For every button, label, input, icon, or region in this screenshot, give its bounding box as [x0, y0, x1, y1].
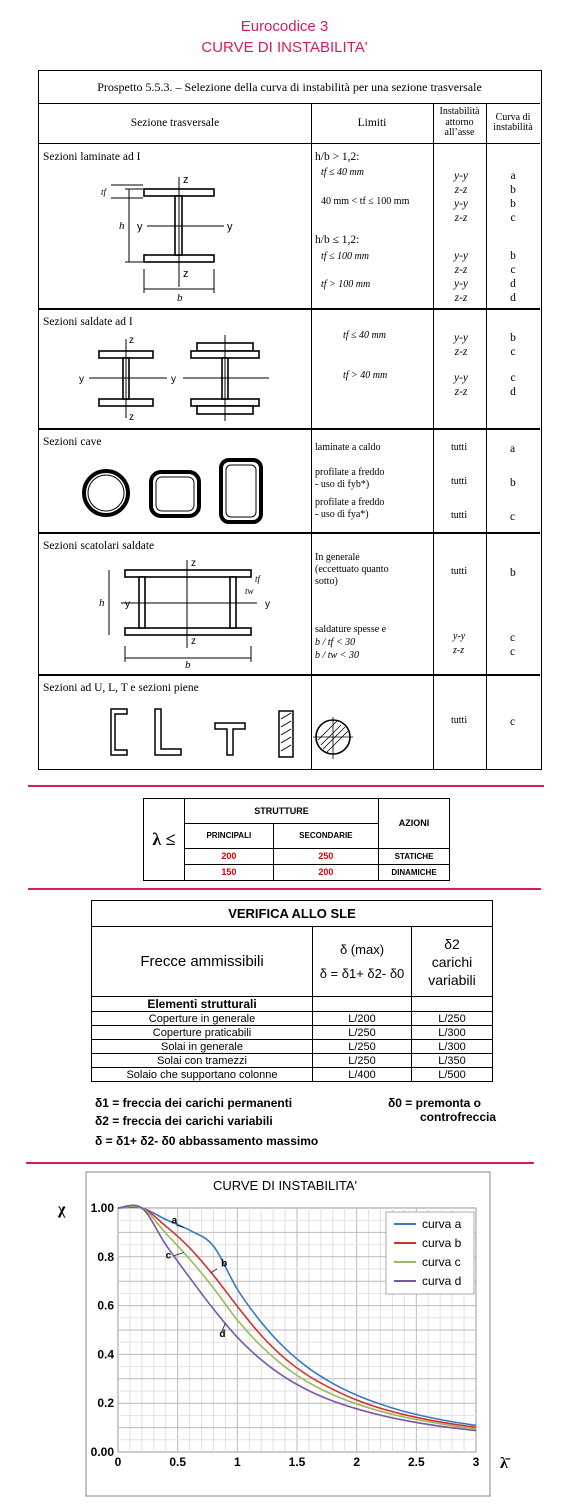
variable-loads-label: carichi variabili — [428, 953, 476, 988]
limit-b-tf: b / tf < 30 — [315, 637, 356, 648]
limit-hot-rolled: laminate a caldo — [315, 442, 381, 453]
variable-deflection: L/300 — [412, 1026, 493, 1040]
curve-list — [507, 169, 519, 225]
legend-delta2: δ2 = freccia dei carichi variabili — [95, 1114, 273, 1128]
limit-cold-formed: profilate a freddo — [315, 467, 385, 478]
legend-delta0-cont: controfreccia — [420, 1110, 497, 1124]
axis-list — [451, 249, 471, 305]
axis-value: tutti — [451, 510, 468, 521]
x-axis-label: λ̄ — [500, 1455, 508, 1472]
slenderness-limits-table — [143, 798, 450, 881]
element-name: Solaio che supportano colonne — [92, 1068, 313, 1082]
divider — [39, 532, 540, 534]
axis-list — [451, 331, 471, 359]
series-inline-label: a — [171, 1215, 178, 1227]
y-tick-label: 0.2 — [97, 1396, 114, 1411]
axis-label-z: z — [191, 636, 196, 647]
axis-value: y-y — [453, 332, 469, 344]
curve-value: b — [510, 184, 516, 196]
curve-value: c — [510, 646, 516, 658]
curve-value: c — [510, 511, 516, 523]
axis-value: y-y — [453, 278, 469, 290]
limit-tf-le-40: tf ≤ 40 mm — [321, 167, 364, 178]
max-deflection: L/250 — [313, 1040, 412, 1054]
dim-label-tw: tw — [245, 586, 254, 596]
element-name: Solai con tramezzi — [92, 1054, 313, 1068]
limit-use-fya: - uso di fya*) — [315, 509, 369, 520]
azione-label: STATICHE — [379, 848, 450, 864]
axis-value: z-z — [454, 264, 468, 276]
u-l-t-solid-sections-diagram — [99, 703, 299, 763]
axis-label-z: z — [183, 268, 189, 280]
legend-delta1: δ1 = freccia dei carichi permanenti — [95, 1096, 293, 1110]
frecce-header: Frecce ammissibili — [92, 927, 313, 997]
limit-below: sotto) — [315, 576, 338, 587]
limit-thick-welds: saldature spesse e — [315, 624, 387, 635]
limit-b-tw: b / tw < 30 — [315, 650, 359, 661]
dim-label-b: b — [177, 292, 183, 303]
welded-box-section-diagram — [95, 556, 275, 668]
col-limits-header: Limiti — [311, 103, 433, 144]
sle-title: VERIFICA ALLO SLE — [92, 901, 493, 927]
limit-tf-gt-100: tf > 100 mm — [321, 279, 371, 290]
curve-value: b — [510, 332, 516, 344]
variable-deflection: L/350 — [412, 1054, 493, 1068]
axis-value: z-z — [454, 346, 468, 358]
axis-label-y: y — [171, 374, 176, 385]
y-tick-label: 0.00 — [90, 1445, 114, 1459]
axis-value: tutti — [451, 476, 468, 487]
row-ult-name: Sezioni ad U, L, T e sezioni piene — [43, 682, 199, 694]
chart-title: CURVE DI INSTABILITA' — [212, 1178, 358, 1193]
curve-value: d — [510, 386, 516, 398]
axis-label-z: z — [183, 174, 189, 186]
lambda-symbol: λ ≤ — [144, 799, 185, 881]
divider — [433, 103, 434, 769]
curve-value: a — [510, 443, 516, 455]
limit-hb-le: h/b ≤ 1,2: — [315, 234, 360, 246]
curve-value: b — [510, 250, 516, 262]
dim-label-h: h — [119, 220, 125, 232]
curve-value: c — [510, 264, 516, 276]
axis-list — [451, 169, 471, 225]
strutture-header: STRUTTURE — [185, 799, 379, 824]
empty-cell — [412, 997, 493, 1012]
limit-except: (eccettuato quanto — [315, 564, 389, 575]
curve-list — [507, 371, 519, 399]
row-welded-name: Sezioni saldate ad I — [43, 316, 133, 328]
y-tick-label: 0.6 — [97, 1298, 114, 1313]
section-divider — [28, 888, 541, 890]
variable-loads-header — [412, 927, 493, 997]
axis-label-y: y — [125, 599, 130, 610]
axis-value: y-y — [453, 170, 469, 182]
divider — [39, 308, 540, 310]
axis-list — [451, 371, 471, 399]
axis-value: z-z — [454, 184, 468, 196]
axis-value: z-z — [454, 386, 468, 398]
elements-header: Elementi strutturali — [92, 997, 313, 1012]
limit-cold-formed-2: profilate a freddo — [315, 497, 385, 508]
row-hollow-name: Sezioni cave — [43, 436, 102, 448]
delta2-symbol: δ2 — [444, 935, 460, 952]
max-deflection: L/250 — [313, 1054, 412, 1068]
legend-delta-total: δ = δ1+ δ2- δ0 abbassamento massimo — [95, 1134, 319, 1148]
azioni-header: AZIONI — [379, 799, 450, 849]
axis-value: y-y — [453, 198, 469, 210]
max-deflection: L/400 — [313, 1068, 412, 1082]
axis-label-y: y — [227, 221, 233, 233]
curve-list — [507, 331, 519, 359]
curve-value: b — [510, 477, 516, 489]
principali-value: 150 — [185, 864, 274, 880]
axis-value: z-z — [453, 645, 465, 656]
curve-value: a — [510, 170, 516, 182]
y-axis-label: χ — [58, 1201, 66, 1218]
axis-value: z-z — [454, 292, 468, 304]
legend-entry: curva a — [422, 1217, 462, 1231]
curve-value: d — [510, 278, 516, 290]
x-tick-label: 0.5 — [169, 1455, 187, 1469]
secondarie-value: 200 — [273, 864, 378, 880]
axis-label-y: y — [265, 599, 270, 610]
table-caption: Prospetto 5.5.3. – Selezione della curva di instabilità per una sezione trasversale — [39, 71, 540, 104]
principali-header: PRINCIPALI — [185, 824, 274, 848]
series-inline-label: c — [165, 1250, 172, 1262]
curve-value: c — [510, 212, 516, 224]
series-inline-label: d — [219, 1329, 226, 1341]
sle-deflection-table — [91, 900, 493, 1082]
dim-label-h: h — [99, 597, 105, 609]
axis-value: z-z — [454, 212, 468, 224]
axis-label-y: y — [137, 221, 143, 233]
divider — [39, 674, 540, 676]
limit-use-fyb: - uso di fyb*) — [315, 479, 370, 490]
curve-list — [507, 249, 519, 305]
curve-value: c — [510, 372, 516, 384]
hollow-sections-diagram — [79, 456, 289, 526]
col-axis-header: Instabilità attorno all’asse — [433, 103, 486, 144]
max-deflection: L/250 — [313, 1026, 412, 1040]
curve-value: b — [510, 567, 516, 579]
limit-welded-tf-gt-40: tf > 40 mm — [343, 370, 388, 381]
limit-general: In generale — [315, 552, 360, 563]
limit-welded-tf-le-40: tf ≤ 40 mm — [343, 330, 386, 341]
axis-label-y: y — [79, 374, 84, 385]
rolled-i-section-diagram — [99, 169, 249, 303]
x-tick-label: 0 — [114, 1455, 122, 1469]
axis-value: tutti — [451, 442, 468, 453]
delta-max-header — [313, 927, 412, 997]
element-name: Coperture praticabili — [92, 1026, 313, 1040]
variable-deflection: L/300 — [412, 1040, 493, 1054]
axis-value: tutti — [451, 715, 468, 726]
azione-label: DINAMICHE — [379, 864, 450, 880]
axis-value: y-y — [453, 372, 469, 384]
solid-round-section-diagram — [305, 711, 365, 765]
divider — [311, 103, 312, 769]
principali-value: 200 — [185, 848, 274, 864]
axis-label-z: z — [129, 335, 134, 346]
doc-subtitle: CURVE DI INSTABILITA' — [201, 39, 368, 56]
curve-value: d — [510, 292, 516, 304]
curve-value: c — [510, 632, 516, 644]
curve-value: c — [510, 716, 516, 728]
dim-label-tf: tf — [255, 574, 261, 584]
buckling-curves-chart — [0, 1170, 569, 1506]
axis-value: y-y — [453, 631, 466, 642]
y-tick-label: 0.8 — [97, 1249, 114, 1264]
row-laminate-name: Sezioni laminate ad I — [43, 151, 141, 163]
x-tick-label: 2.5 — [407, 1455, 425, 1469]
y-tick-label: 1.00 — [90, 1201, 114, 1215]
col-section-header: Sezione trasversale — [39, 103, 311, 144]
divider — [486, 103, 487, 769]
welded-i-sections-diagram — [79, 333, 279, 423]
limit-tf-40-100: 40 mm < tf ≤ 100 mm — [321, 196, 410, 207]
legend-entry: curva c — [422, 1255, 461, 1269]
element-name: Coperture in generale — [92, 1012, 313, 1026]
divider — [39, 428, 540, 430]
axis-value: y-y — [453, 250, 469, 262]
axis-label-z: z — [191, 558, 196, 569]
row-box-name: Sezioni scatolari saldate — [43, 540, 155, 552]
limit-hb-gt: h/b > 1,2: — [315, 151, 360, 163]
x-tick-label: 3 — [472, 1455, 480, 1469]
variable-deflection: L/250 — [412, 1012, 493, 1026]
delta-max-label: δ (max) — [339, 941, 385, 957]
y-tick-label: 0.4 — [97, 1347, 114, 1362]
element-name: Solai in generale — [92, 1040, 313, 1054]
doc-title: Eurocodice 3 — [240, 18, 329, 35]
x-tick-label: 1.5 — [288, 1455, 306, 1469]
curve-value: c — [510, 346, 516, 358]
prospetto-table — [38, 70, 542, 770]
legend-entry: curva d — [422, 1274, 462, 1288]
axis-value: tutti — [451, 566, 468, 577]
section-divider — [26, 1162, 534, 1164]
legend-delta0: δ0 = premonta o — [388, 1096, 481, 1110]
curve-value: b — [510, 198, 516, 210]
secondarie-header: SECONDARIE — [273, 824, 378, 848]
limit-tf-le-100: tf ≤ 100 mm — [321, 251, 369, 262]
dim-label-tf: tf — [101, 187, 107, 197]
x-tick-label: 1 — [233, 1455, 241, 1469]
dim-label-b: b — [185, 659, 191, 668]
legend-entry: curva b — [422, 1236, 462, 1250]
section-divider — [28, 785, 544, 787]
series-inline-label: b — [221, 1258, 228, 1270]
variable-deflection: L/500 — [412, 1068, 493, 1082]
axis-label-z: z — [129, 412, 134, 423]
secondarie-value: 250 — [273, 848, 378, 864]
max-deflection: L/200 — [313, 1012, 412, 1026]
col-curve-header: Curva di instabilità — [486, 103, 540, 144]
delta-formula: δ = δ1+ δ2- δ0 — [319, 965, 405, 981]
x-tick-label: 2 — [353, 1455, 361, 1469]
empty-cell — [313, 997, 412, 1012]
